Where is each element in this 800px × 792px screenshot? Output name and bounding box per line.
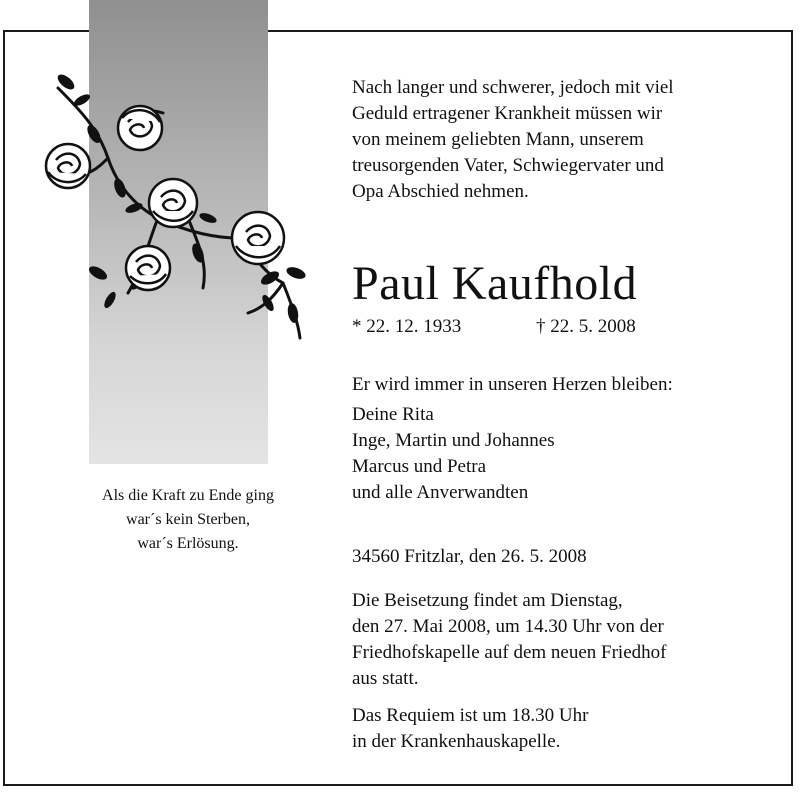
intro-line: treusorgenden Vater, Schwiegervater und xyxy=(352,155,664,176)
requiem-line: in der Krankenhauskapelle. xyxy=(352,731,561,752)
place-date: 34560 Fritzlar, den 26. 5. 2008 xyxy=(352,546,587,567)
quote xyxy=(50,484,326,556)
intro-line: von meinem geliebten Mann, unserem xyxy=(352,129,644,150)
roses-icon xyxy=(38,68,318,343)
birth-date: * 22. 12. 1933 xyxy=(352,316,462,337)
funeral-line: Die Beisetzung findet am Dienstag, xyxy=(352,590,623,611)
remembrance-line: Er wird immer in unseren Herzen bleiben: xyxy=(352,374,673,395)
funeral-line: aus statt. xyxy=(352,668,419,689)
funeral-line: Friedhofskapelle auf dem neuen Friedhof xyxy=(352,642,667,663)
intro-line: Opa Abschied nehmen. xyxy=(352,181,529,202)
requiem-line: Das Requiem ist um 18.30 Uhr xyxy=(352,705,589,726)
family-line: und alle Anverwandten xyxy=(352,482,529,503)
intro-line: Nach langer und schwerer, jedoch mit viel xyxy=(352,77,674,98)
quote-line: war´s kein Sterben, xyxy=(126,511,250,528)
quote-line: war´s Erlösung. xyxy=(137,535,239,552)
family-line: Deine Rita xyxy=(352,404,434,425)
intro-paragraph xyxy=(352,75,792,205)
deceased-name: Paul Kaufhold xyxy=(352,257,638,310)
death-date: † 22. 5. 2008 xyxy=(536,316,636,337)
intro-line: Geduld ertragener Krankheit müssen wir xyxy=(352,103,663,124)
funeral-line: den 27. Mai 2008, um 14.30 Uhr von der xyxy=(352,616,664,637)
family-line: Inge, Martin und Johannes xyxy=(352,430,555,451)
family-list xyxy=(352,402,792,506)
family-line: Marcus und Petra xyxy=(352,456,487,477)
requiem-info xyxy=(352,703,792,755)
quote-line: Als die Kraft zu Ende ging xyxy=(102,487,274,504)
funeral-info xyxy=(352,588,792,692)
